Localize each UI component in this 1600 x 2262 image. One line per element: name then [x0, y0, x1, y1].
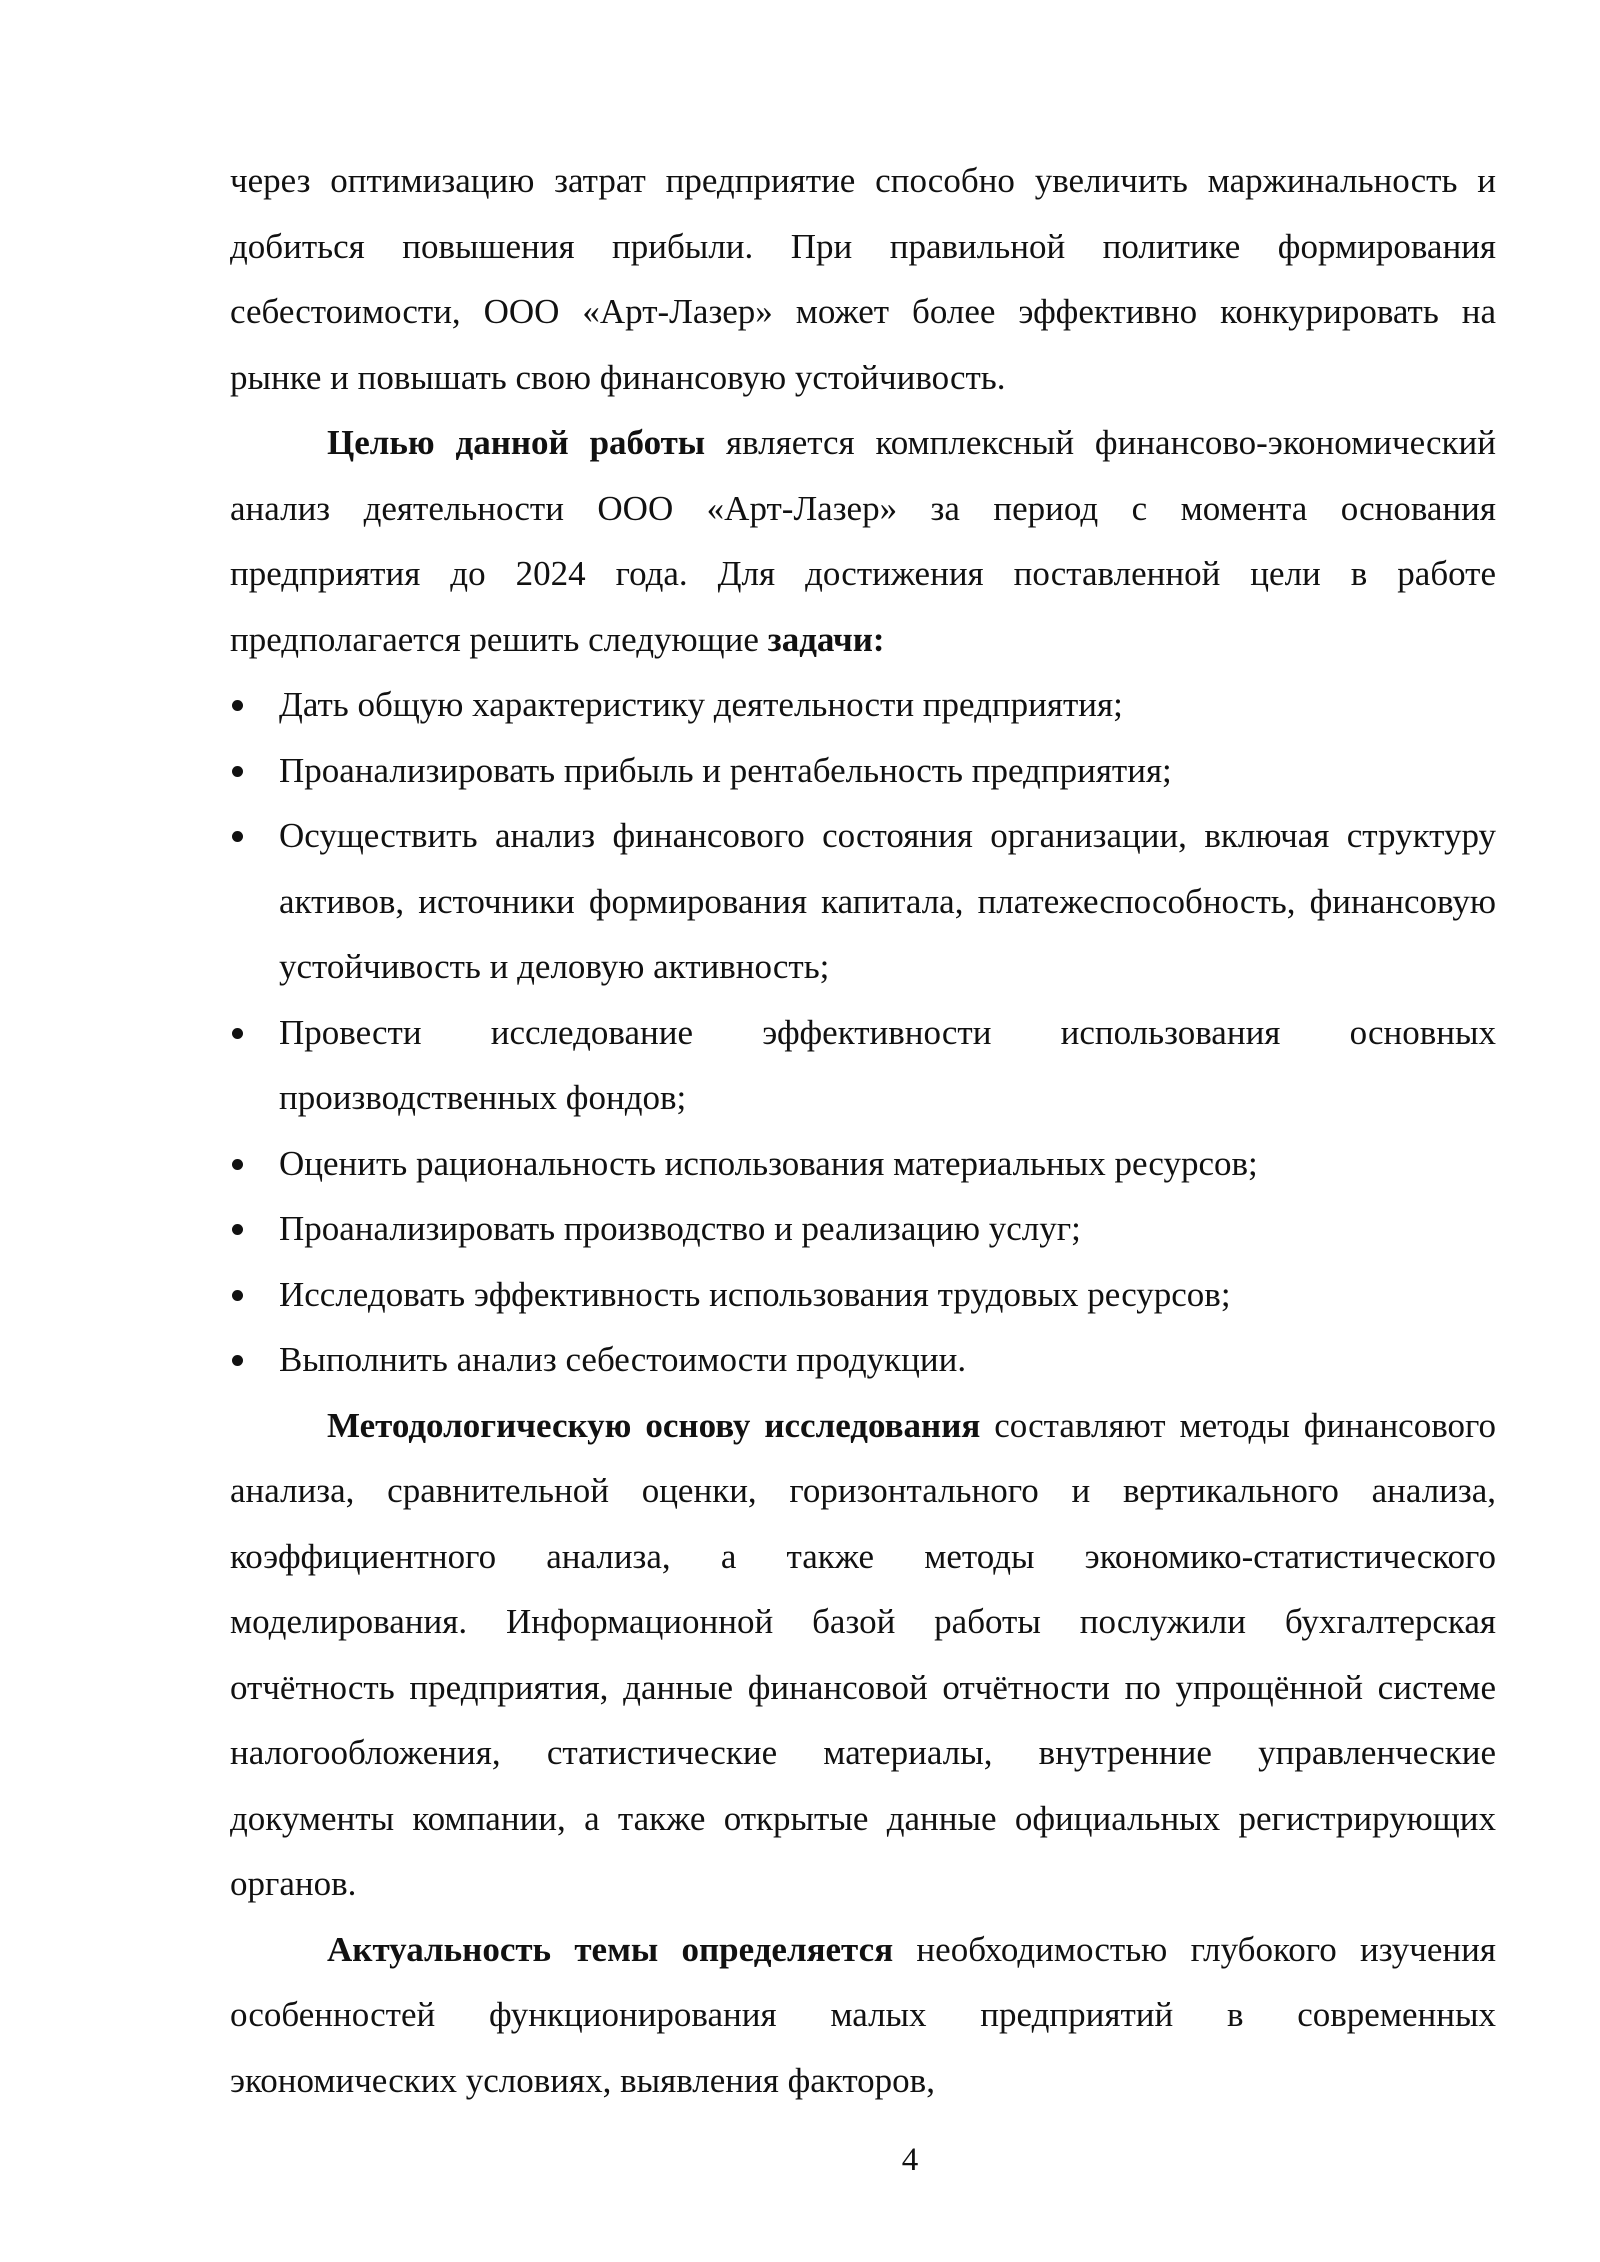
- list-item: [230, 1327, 1496, 1393]
- task-text: Оценить рациональность использования материальных ресурсов;: [279, 1143, 1258, 1183]
- task-text: Исследовать эффективность использования трудовых ресурсов;: [279, 1274, 1231, 1314]
- relevance-paragraph: [230, 1917, 1496, 2114]
- goal-heading: Целью данной работы: [327, 423, 706, 462]
- task-text: Проанализировать прибыль и рентабельность предприятия;: [279, 750, 1172, 790]
- goal-paragraph: [230, 410, 1496, 672]
- task-list: [230, 672, 1496, 1393]
- relevance-heading: Актуальность темы определяется: [327, 1929, 894, 1969]
- task-text: Провести исследование эффективности использования основных производственных фондов;: [279, 1012, 1496, 1117]
- intro-paragraph: через оптимизацию затрат предприятие способно увеличить маржинальность и добиться повышения прибыли. При правильной политике формирования себестоимости, ООО «Арт-Лазер» может более эффективно конкурировать на рынке и повышать свою финансовую устойчивость.: [230, 161, 1496, 397]
- page-number: 4: [901, 2142, 919, 2178]
- list-item: [230, 803, 1496, 1000]
- goal-text: является комплексный финансово-экономический анализ деятельности ООО «Арт-Лазер» за период с момента основания предприятия до 2024 года. Для достижения поставленной цели в работе предполагается решить следующие: [230, 423, 1496, 659]
- list-item: [230, 1131, 1496, 1197]
- tasks-word: задачи:: [767, 619, 885, 659]
- list-item: [230, 738, 1496, 804]
- document-page: [230, 148, 1496, 2113]
- methodology-heading: Методологическую основу исследования: [327, 1405, 981, 1445]
- list-item: [230, 1196, 1496, 1262]
- task-text: Осуществить анализ финансового состояния организации, включая структуру активов, источники формирования капитала, платежеспособность, финансовую устойчивость и деловую активность;: [279, 816, 1496, 986]
- task-text: Проанализировать производство и реализацию услуг;: [279, 1209, 1081, 1248]
- task-text: Дать общую характеристику деятельности предприятия;: [279, 685, 1123, 724]
- list-item: [230, 1262, 1496, 1328]
- relevance-text: необходимостью глубокого изучения особенностей функционирования малых предприятий в современных экономических условиях, выявления факторов,: [230, 1929, 1496, 2100]
- list-item: [230, 672, 1496, 738]
- methodology-text: составляют методы финансового анализа, сравнительной оценки, горизонтального и вертикального анализа, коэффициентного анализа, а также методы экономико-статистического моделирования. Информационной базой работы послужили бухгалтерская отчётность предприятия, данные финансовой отчётности по упрощённой системе налогообложения, статистические материалы, внутренние управленческие документы компании, а также открытые данные официальных регистрирующих органов.: [230, 1405, 1496, 1903]
- task-text: Выполнить анализ себестоимости продукции.: [279, 1340, 967, 1379]
- list-item: [230, 1000, 1496, 1131]
- methodology-paragraph: [230, 1393, 1496, 1917]
